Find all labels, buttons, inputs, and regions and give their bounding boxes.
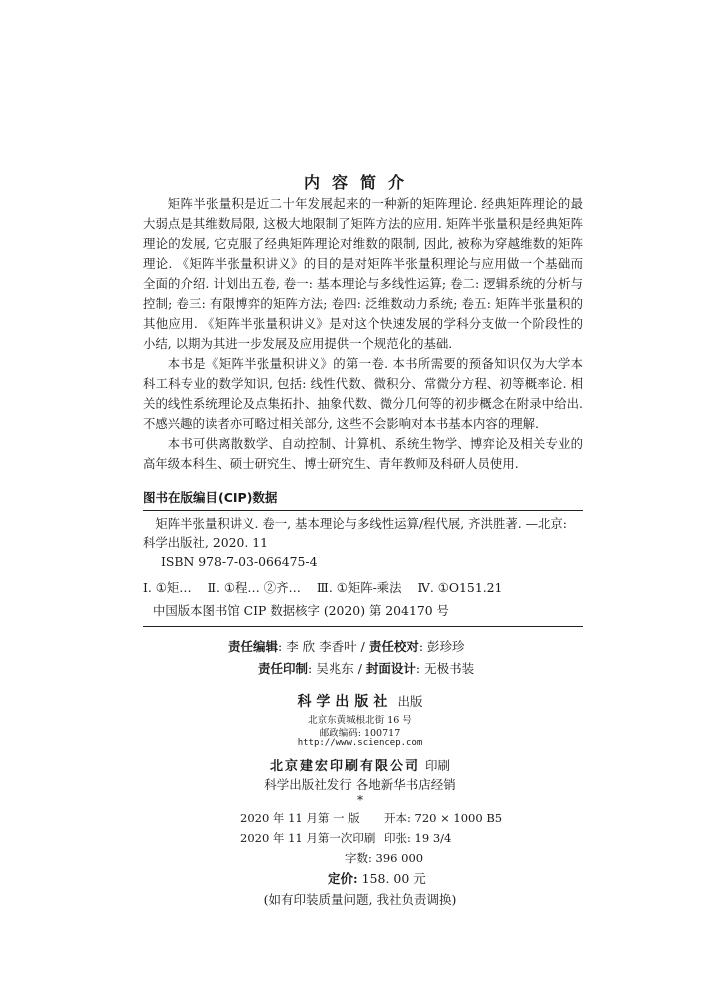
cip-data-number: 中国版本图书馆 CIP 数据核字 (2020) 第 204170 号 (153, 603, 449, 618)
publisher-logo: 科学出版社 (297, 694, 393, 710)
cip-classification (143, 578, 583, 597)
page-title: 内容简介 (303, 173, 416, 192)
format-info: 开本: 720 × 1000 B5 (384, 811, 503, 825)
print-supervisor-name: 吴兆东 (316, 661, 354, 676)
edition-info: 2020 年 11 月第 一 版 (240, 811, 360, 825)
cip-heading: 图书在版编目(CIP)数据 (143, 490, 278, 505)
cip-class-4: Ⅳ. ①O151.21 (417, 580, 503, 595)
cip-class-3: Ⅲ. ①矩阵-乘法 (316, 580, 402, 595)
staff-line-1: 责任编辑: 李 欣 李香叶 / 责任校对: 彭珍珍 (228, 639, 465, 654)
introduction-text (143, 194, 583, 474)
price-label: 定价: (328, 871, 358, 886)
printer-line (0, 755, 720, 774)
cip-top-rule (143, 510, 583, 511)
cip-main-entry: 矩阵半张量积讲义. 卷一, 基本理论与多线性运算/程代展, 齐洪胜著. —北京: 科学出版社, 2020. 11 (143, 516, 567, 550)
printer-name: 北京建宏印刷有限公司 (269, 759, 420, 774)
distribution-line: 科学出版社发行 各地新华书店经销 (264, 777, 456, 792)
cover-designer-label: 封面设计 (365, 661, 416, 676)
intro-paragraph-2: 本书是《矩阵半张量积讲义》的第一卷. 本书所需要的预备知识仅为大学本科工科专业的数学知识, 包括: 线性代数、微积分、常微分方程、初等概率论. 相关的线性系统理论及点集拓扑、抽象代数、微分几何等的初步概念在附录中给出. 不感兴趣的读者亦可略过相关部分, 这些不会影响对本书基本内容的理解. (143, 356, 583, 431)
cip-isbn: ISBN 978-7-03-066475-4 (161, 554, 318, 569)
proofreader-label: 责任校对 (368, 639, 419, 654)
staff-line-2: 责任印制: 吴兆东 / 封面设计: 无极书装 (258, 661, 475, 676)
publisher-url: http://www.sciencep.com (297, 738, 423, 748)
intro-paragraph-3: 本书可供离散数学、自动控制、计算机、系统生物学、博弈论及相关专业的高年级本科生、硕士研究生、博士研究生、青年教师及科研人员使用. (143, 436, 583, 471)
price-line (328, 869, 426, 887)
cip-class-2: Ⅱ. ①程… ②齐… (207, 580, 301, 595)
separator-star: * (357, 793, 363, 807)
editor-names: 李 欣 李香叶 (286, 639, 357, 654)
word-count: 字数: 396 000 (345, 851, 424, 865)
cover-designer-name: 无极书装 (424, 661, 475, 676)
quality-notice: (如有印装质量问题, 我社负责调换) (263, 892, 457, 907)
cip-class-1: Ⅰ. ①矩… (143, 580, 192, 595)
impression-info: 2020 年 11 月第一次印刷 (240, 831, 376, 845)
publisher-address: 北京东黄城根北街 16 号 (308, 715, 412, 726)
publisher-postcode: 邮政编码: 100717 (319, 728, 401, 739)
publisher-line (0, 691, 720, 711)
proofreader-name: 彭珍珍 (427, 639, 465, 654)
cip-bottom-rule (143, 626, 583, 627)
editor-label: 责任编辑 (228, 639, 279, 654)
cip-block (143, 514, 583, 620)
print-supervisor-label: 责任印制 (258, 661, 309, 676)
publisher-suffix: 出版 (397, 694, 423, 709)
sheets-info: 印张: 19 3/4 (384, 831, 452, 845)
intro-paragraph-1: 矩阵半张量积是近二十年发展起来的一种新的矩阵理论. 经典矩阵理论的最大弱点是其维数局限, 这极大地限制了矩阵方法的应用. 矩阵半张量积是经典矩阵理论的发展, 它克服了经典矩阵理论对维数的限制, 因此, 被称为穿越维数的矩阵理论. 《矩阵半张量积讲义》的目的是对矩阵半张量积理论与应用做一个基础而全面的介绍. 计划出五卷, 卷一: 基本理论与多线性运算; 卷二: 逻辑系统的分析与控制; 卷三: 有限博弈的矩阵方法; 卷四: 泛维数动力系统; 卷五: 矩阵半张量积的其他应用. 《矩阵半张量积讲义》是对这个快速发展的学科分支做一个阶段性的小结, 以期为其进一步发展及应用提供一个规范化的基础. (143, 196, 583, 351)
price-value: 158. 00 元 (361, 871, 426, 886)
printer-suffix: 印刷 (425, 758, 451, 773)
